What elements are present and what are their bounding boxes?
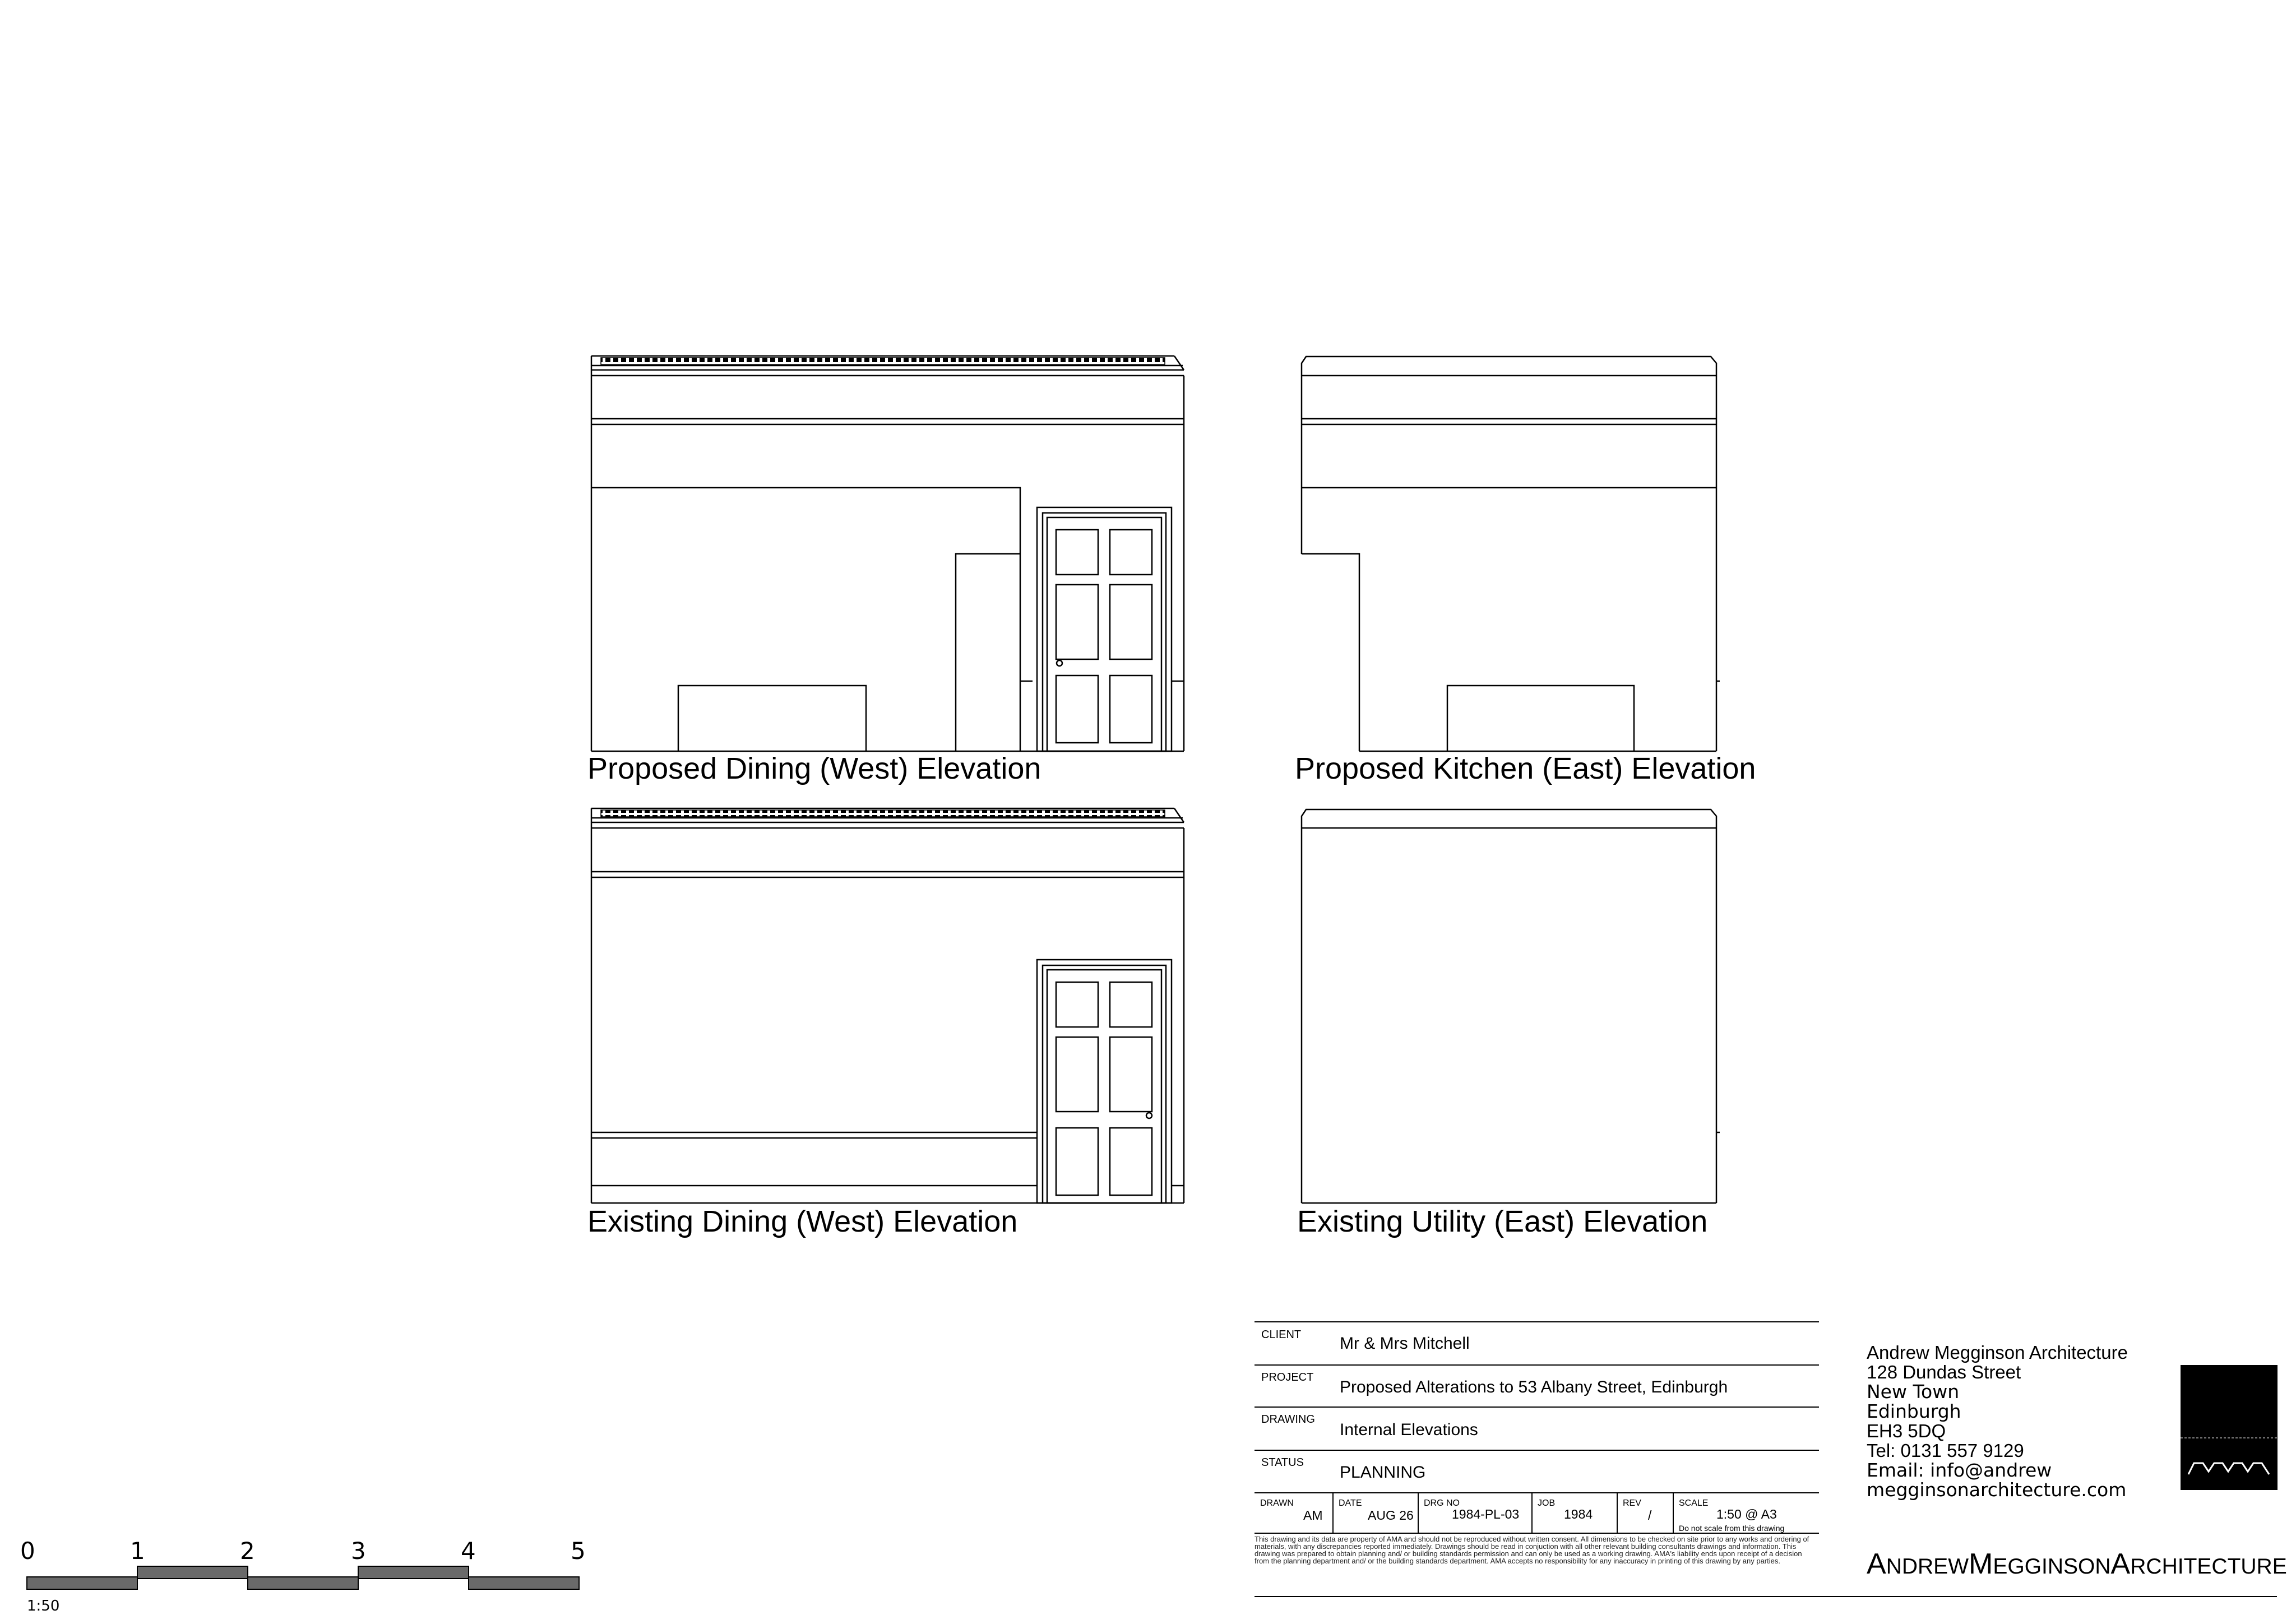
- drg-no-value: 1984-PL-03: [1452, 1507, 1520, 1521]
- brand-a: A: [1867, 1548, 1886, 1580]
- scale-bar: [27, 1566, 579, 1589]
- office-name: Andrew Megginson Architecture: [1867, 1342, 2128, 1363]
- brand-wordmark: [1867, 1547, 2287, 1581]
- project-value: Proposed Alterations to 53 Albany Street, Edinburgh: [1340, 1378, 1728, 1396]
- proposed-dining-title: Proposed Dining (West) Elevation: [587, 752, 1041, 785]
- status-value: PLANNING: [1340, 1463, 1426, 1482]
- drg-no-caption: DRG NO: [1424, 1498, 1460, 1508]
- scale-tick-5: 5: [571, 1537, 586, 1565]
- client-value: Mr & Mrs Mitchell: [1340, 1334, 1470, 1353]
- existing-dining-title: Existing Dining (West) Elevation: [587, 1205, 1018, 1238]
- existing-utility-elevation: [1302, 809, 1720, 1203]
- office-email-line1: Email: info@andrew: [1867, 1459, 2052, 1481]
- scale-tick-1: 1: [130, 1537, 145, 1565]
- proposed-kitchen-title: Proposed Kitchen (East) Elevation: [1295, 752, 1756, 785]
- existing-dining-elevation: [591, 808, 1184, 1203]
- scale-caption: SCALE: [1679, 1498, 1709, 1508]
- scale-value: 1:50 @ A3: [1716, 1507, 1777, 1521]
- date-value: AUG 26: [1368, 1508, 1414, 1523]
- scale-tick-2: 2: [240, 1537, 255, 1565]
- brand-ar: A: [2110, 1548, 2131, 1580]
- office-address3: Edinburgh: [1867, 1400, 1961, 1422]
- project-caption: PROJECT: [1261, 1371, 1314, 1384]
- scale-note: Do not scale from this drawing: [1679, 1524, 1785, 1533]
- drawn-caption: DRAWN: [1260, 1498, 1294, 1508]
- practice-logo: [2181, 1365, 2278, 1490]
- scale-ratio: 1:50: [27, 1598, 60, 1614]
- office-address2: New Town: [1867, 1381, 1960, 1403]
- office-email-line2: megginsonarchitecture.com: [1867, 1479, 2127, 1501]
- job-value: 1984: [1564, 1507, 1593, 1521]
- scale-tick-3: 3: [351, 1537, 366, 1565]
- existing-utility-title: Existing Utility (East) Elevation: [1297, 1205, 1708, 1238]
- date-caption: DATE: [1339, 1498, 1362, 1508]
- logo-mark-icon: [2181, 1365, 2278, 1490]
- status-caption: STATUS: [1261, 1456, 1304, 1469]
- rev-caption: REV: [1623, 1498, 1641, 1508]
- drawing-caption: DRAWING: [1261, 1413, 1315, 1426]
- brand-rchitecture: RCHITECTURE: [2130, 1554, 2287, 1579]
- proposed-dining-elevation: [591, 356, 1184, 751]
- scale-tick-4: 4: [461, 1537, 476, 1565]
- office-postcode: EH3 5DQ: [1867, 1421, 1946, 1441]
- scale-tick-0: 0: [20, 1537, 35, 1565]
- proposed-kitchen-elevation: [1302, 357, 1720, 751]
- brand-ndrew: NDREW: [1886, 1554, 1969, 1579]
- brand-egginson: EGGINSON: [1993, 1554, 2111, 1579]
- office-address1: 128 Dundas Street: [1867, 1362, 2021, 1382]
- brand-m: M: [1969, 1548, 1993, 1580]
- disclaimer-text: This drawing and its data are property of AMA and should not be reproduced without written consent. All dimensions to be checked on site prior to any works and ordering of materials, with any discrepancies reported immediately. Drawings should be read in conjuction with all other relevant building consultants drawings and information. This drawing was prepared to obtain planning and/ or building standards permission and can only be used as a working drawing. AMA's liability ends upon receipt of a decision from the planning department and/ or the building standards department. AMA accepts no responsibility for any inaccuracy in printing of this drawing by any parties.: [1255, 1535, 1809, 1565]
- rev-value: /: [1648, 1508, 1652, 1523]
- client-caption: CLIENT: [1261, 1329, 1302, 1341]
- drawn-value: AM: [1303, 1508, 1323, 1523]
- job-caption: JOB: [1538, 1498, 1556, 1508]
- drawing-value: Internal Elevations: [1340, 1421, 1478, 1439]
- office-tel: Tel: 0131 557 9129: [1867, 1440, 2024, 1461]
